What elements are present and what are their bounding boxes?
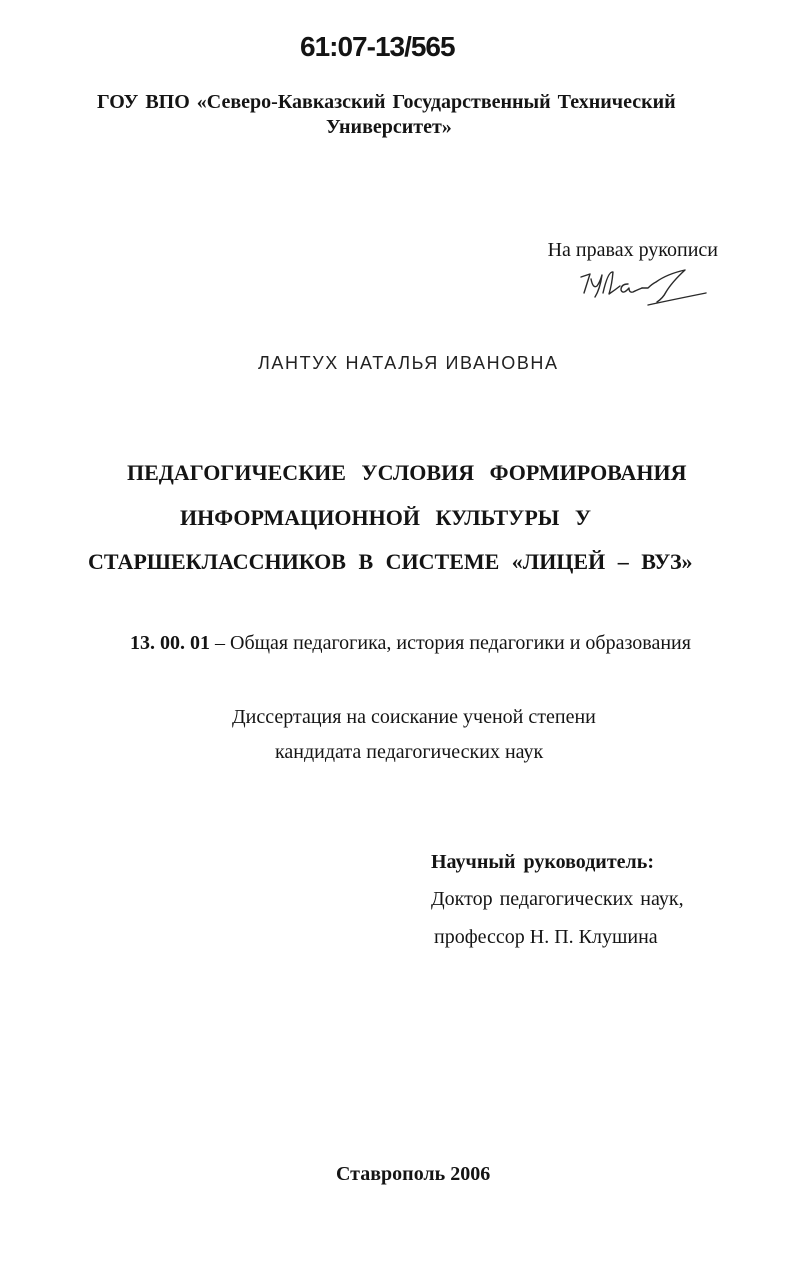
supervisor-degree: Доктор педагогических наук, [431, 888, 684, 910]
handwritten-signature [575, 262, 710, 312]
degree-line-1: Диссертация на соискание ученой степени [232, 706, 596, 728]
specialty-name: – Общая педагогика, история педагогики и образования [215, 632, 691, 654]
place-and-year: Ставрополь 2006 [336, 1163, 491, 1185]
supervisor-name: профессор Н. П. Клушина [434, 926, 658, 948]
manuscript-note: На правах рукописи [547, 239, 718, 261]
specialty-code: 13. 00. 01 [130, 632, 210, 654]
title-line-1: ПЕДАГОГИЧЕСКИЕ УСЛОВИЯ ФОРМИРОВАНИЯ [127, 460, 687, 485]
signature-stroke [621, 284, 642, 292]
signature-stroke [642, 270, 685, 302]
institution-name-line-2: Университет» [326, 116, 452, 138]
title-line-2: ИНФОРМАЦИОННОЙ КУЛЬТУРЫ У [180, 505, 592, 530]
institution-name-line-1: ГОУ ВПО «Северо-Кавказский Государственный Технический [97, 91, 676, 113]
signature-stroke [603, 272, 620, 294]
signature-stroke [581, 274, 590, 293]
supervisor-heading: Научный руководитель: [431, 851, 654, 873]
degree-line-2: кандидата педагогических наук [275, 741, 544, 763]
author-name: ЛАНТУХ НАТАЛЬЯ ИВАНОВНА [258, 353, 559, 373]
archive-code: 61:07-13/565 [300, 31, 455, 62]
specialty-line [130, 631, 691, 655]
signature-stroke [648, 293, 706, 305]
title-line-3: СТАРШЕКЛАССНИКОВ В СИСТЕМЕ «ЛИЦЕЙ – ВУЗ» [88, 549, 693, 574]
signature-stroke [591, 275, 602, 297]
